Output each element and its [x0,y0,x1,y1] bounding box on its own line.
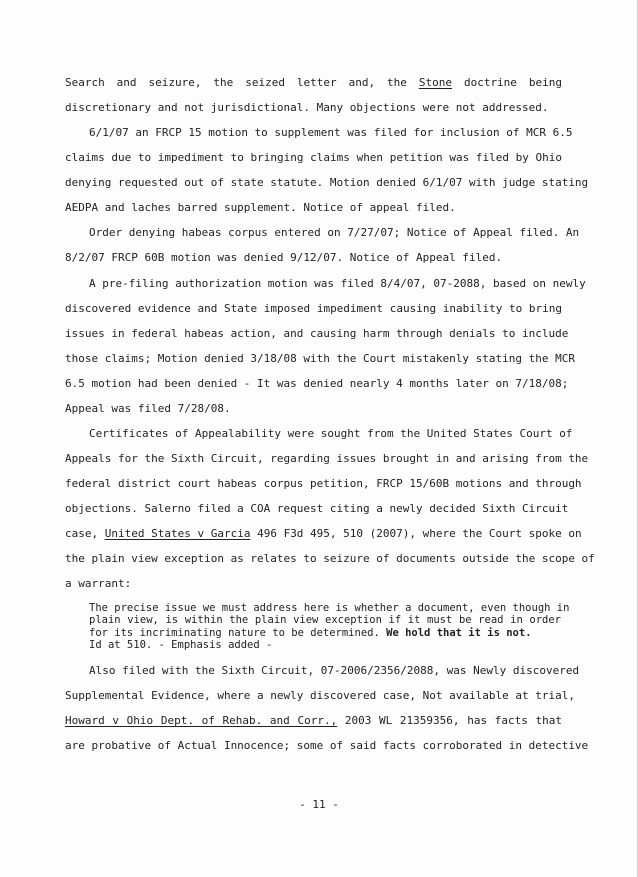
text-line: Appeal was filed 7/28/08. [65,402,231,415]
text-line: 6.5 motion had been denied - It was denied nearly 4 months later on 7/18/08; [65,377,569,390]
quote-line: The precise issue we must address here is whether a document, even though in [89,602,570,614]
text-line: claims due to impediment to bringing claims when petition was filed by Ohio [65,151,562,164]
page-number: - 11 - [299,798,339,811]
text-line [65,527,582,541]
text-line: Appeals for the Sixth Circuit, regarding issues brought in and arising from the [65,452,589,465]
text-line: objections. Salerno filed a COA request citing a newly decided Sixth Circuit [65,502,569,515]
text-line: 8/2/07 FRCP 60B motion was denied 9/12/07. Notice of Appeal filed. [65,251,503,264]
text-segment: 2003 WL 21359356, has facts that [337,714,563,727]
text-line: discretionary and not jurisdictional. Many objections were not addressed. [65,101,549,114]
text-line: Order denying habeas corpus entered on 7/27/07; Notice of Appeal filed. An [89,226,580,239]
case-name-garcia: United States v Garcia [104,527,251,540]
quote-line: Id at 510. - Emphasis added - [89,639,273,651]
text-segment: doctrine being [452,76,562,89]
text-line: 6/1/07 an FRCP 15 motion to supplement was filed for inclusion of MCR 6.5 [89,126,573,139]
text-line: the plain view exception as relates to seizure of documents outside the scope of [65,552,595,565]
text-line [65,76,562,90]
text-line: a warrant: [65,577,132,590]
quote-line [89,627,561,639]
text-line: Supplemental Evidence, where a newly discovered case, Not available at trial, [65,689,575,702]
text-line: discovered evidence and State imposed impediment causing inability to bring [65,302,562,315]
text-segment: case, [65,527,105,540]
emphasized-holding: We hold that it is not. [386,627,532,639]
text-line: denying requested out of state statute. Motion denied 6/1/07 with judge stating [65,176,589,189]
quote-line: plain view, is within the plain view exception if it must be read in order [89,614,561,626]
text-line: issues in federal habeas action, and causing harm through denials to include [65,327,569,340]
text-line: AEDPA and laches barred supplement. Notice of appeal filed. [65,201,456,214]
text-line: Also filed with the Sixth Circuit, 07-2006/2356/2088, was Newly discovered [89,664,580,677]
text-segment: Search and seizure, the seized letter and, the [65,76,419,89]
text-line: Certificates of Appealability were sought from the United States Court of [89,427,573,440]
text-line: A pre-filing authorization motion was filed 8/4/07, 07-2088, based on newly [89,277,586,290]
text-segment: for its incriminating nature to be determined. [89,627,387,639]
case-name-howard: Howard v Ohio Dept. of Rehab. and Corr., [65,714,338,727]
text-line: federal district court habeas corpus petition, FRCP 15/60B motions and through [65,477,582,490]
text-line: are probative of Actual Innocence; some of said facts corroborated in detective [65,739,589,752]
text-segment: 496 F3d 495, 510 (2007), where the Court spoke on [250,527,582,540]
case-name-stone: Stone [418,76,452,89]
text-line [65,714,562,728]
text-line: those claims; Motion denied 3/18/08 with the Court mistakenly stating the MCR [65,352,575,365]
